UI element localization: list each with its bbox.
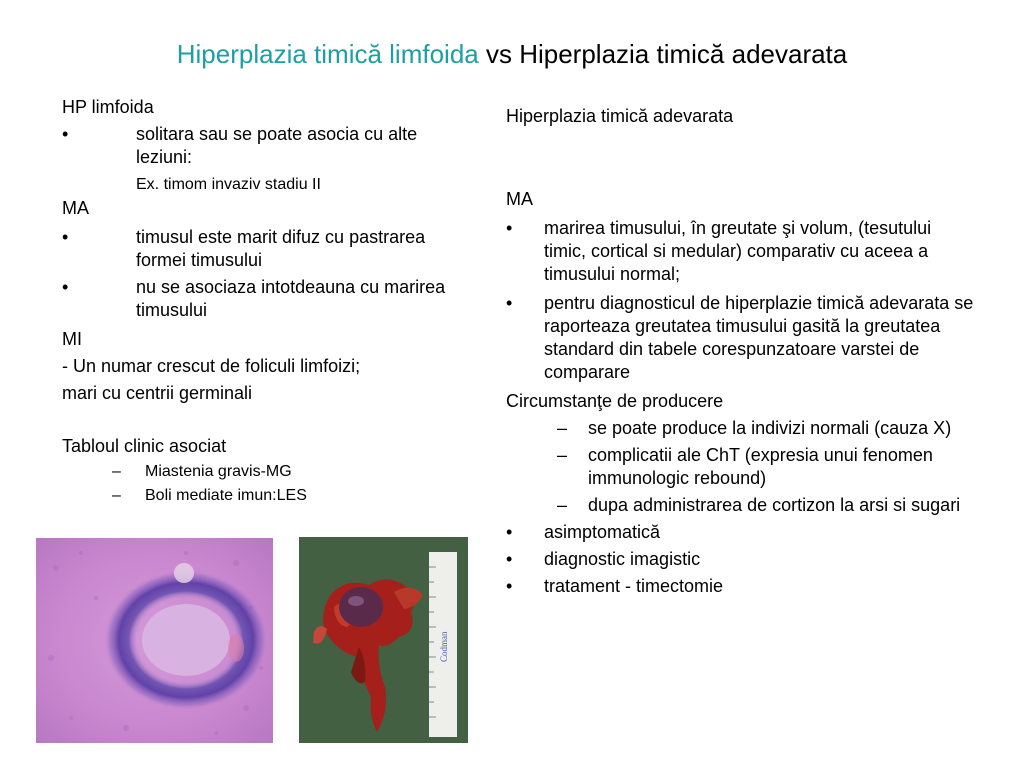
right-bullet-3 — [506, 521, 976, 544]
right-bullet-1-text: marirea timusului, în greutate şi volum, (tesutului timic, cortical si medular) comparativ cu aceea a timusului normal; — [544, 218, 932, 284]
left-bullet-1-text: solitara sau se poate asocia cu alte leziuni: — [136, 124, 418, 167]
dash-marker: – — [112, 487, 121, 504]
right-column — [506, 105, 976, 598]
bullet-marker: • — [506, 549, 513, 569]
right-bullet-1 — [506, 217, 976, 286]
circ-item — [506, 417, 976, 440]
gross-specimen-photo — [299, 537, 468, 743]
left-bullet-2-text: timusul este marit difuz cu pastrarea formei timusului — [136, 227, 426, 270]
dash-marker: – — [557, 418, 568, 438]
left-bullet-3-text: nu se asociaza intotdeauna cu marirea timusului — [136, 277, 446, 320]
right-bullet-2 — [506, 292, 976, 384]
bullet-marker: • — [506, 293, 513, 313]
dash-marker: – — [112, 463, 121, 480]
left-bullet-3 — [62, 276, 462, 322]
circ-item — [506, 494, 976, 517]
left-column — [62, 96, 462, 506]
right-heading: Hiperplazia timică adevarata — [506, 106, 734, 126]
bullet-marker: • — [62, 277, 69, 297]
circ-item-text: se poate produce la indivizi normali (cauza X) — [588, 418, 952, 438]
clinic-heading: Tabloul clinic asociat — [62, 436, 227, 456]
clinic-item-text: Boli mediate imun:LES — [145, 487, 307, 504]
circ-item-text: dupa administrarea de cortizon la arsi si sugari — [588, 495, 961, 515]
clinic-item-text: Miastenia gravis-MG — [145, 463, 292, 480]
right-bullet-4 — [506, 548, 976, 571]
hp-heading: HP limfoida — [62, 97, 154, 117]
mi-line-2: mari cu centrii germinali — [62, 383, 253, 403]
slide-title — [0, 34, 1024, 74]
title-rest: vs Hiperplazia timică adevarata — [478, 39, 848, 69]
clinic-item — [62, 462, 462, 482]
left-ma-heading: MA — [62, 198, 89, 218]
mi-heading: MI — [62, 329, 82, 349]
left-bullet-2 — [62, 226, 462, 272]
dash-marker: – — [557, 495, 568, 515]
ruler-text: Codman — [439, 631, 449, 662]
dash-marker: – — [557, 445, 568, 465]
bullet-marker: • — [506, 218, 513, 238]
clinic-item — [62, 486, 462, 506]
circ-item-text: complicatii ale ChT (expresia unui fenomen immunologic rebound) — [588, 445, 933, 488]
bullet-marker: • — [62, 227, 69, 247]
circ-item — [506, 444, 976, 490]
right-bullet-3-text: asimptomatică — [544, 522, 661, 542]
bullet-marker: • — [62, 124, 69, 144]
right-bullet-4-text: diagnostic imagistic — [544, 549, 701, 569]
right-bullet-5-text: tratament - timectomie — [544, 576, 724, 596]
mi-line-1: - Un numar crescut de foliculi limfoizi; — [62, 356, 361, 376]
right-bullet-2-text: pentru diagnosticul de hiperplazie timică adevarata se raporteaza greutatea timusului gasită la greutatea standard din tabele corespunzatoare varstei de comparare — [544, 293, 974, 382]
title-accent: Hiperplazia timică limfoida — [176, 39, 479, 69]
example-text: Ex. timom invaziv stadiu II — [136, 176, 321, 193]
bullet-marker: • — [506, 576, 513, 596]
bullet-marker: • — [506, 522, 513, 542]
right-ma-heading: MA — [506, 189, 533, 209]
right-bullet-5 — [506, 575, 976, 598]
circ-heading: Circumstanţe de producere — [506, 391, 724, 411]
left-bullet-1 — [62, 123, 462, 169]
histology-micrograph-image — [36, 538, 273, 743]
